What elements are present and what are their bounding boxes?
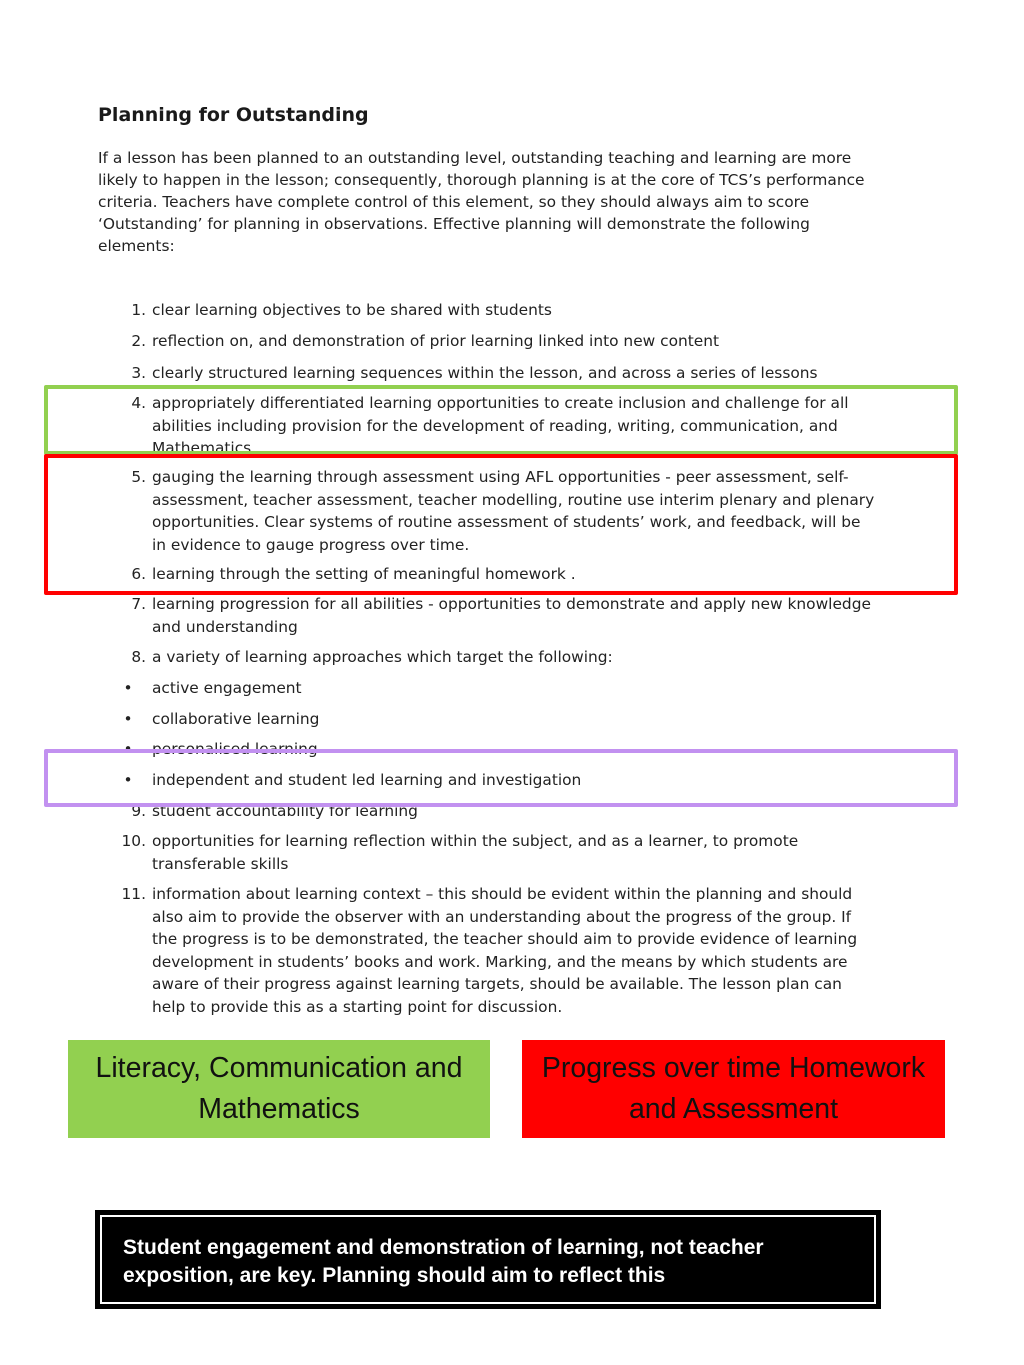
purple-highlight-box	[44, 749, 958, 807]
progress-label-text: Progress over time Homework and Assessment	[541, 1052, 926, 1125]
list-item-text: student accountability for learning	[152, 802, 418, 820]
list-marker: 11.	[121, 885, 146, 903]
list-marker: 2.	[131, 332, 146, 350]
list-item-text: clearly structured learning sequences within the lesson, and across a series of lessons	[152, 364, 818, 382]
green-highlight-box	[44, 385, 958, 455]
list-marker: 6.	[131, 565, 146, 583]
list-item-text: learning through the setting of meaningful homework .	[152, 565, 576, 583]
list-item	[98, 362, 878, 385]
bullet-item-text: independent and student led learning and investigation	[152, 771, 582, 789]
list-marker: 5.	[131, 468, 146, 486]
bullet-marker: •	[123, 771, 133, 789]
list-marker: 1.	[131, 301, 146, 319]
literacy-label-text: Literacy, Communication and Mathematics	[95, 1052, 463, 1125]
list-item-text: appropriately differentiated learning opportunities to create inclusion and challenge for all abilities including provision for the development of reading, writing, communication, and Mathematics.	[152, 394, 849, 457]
key-message-text: Student engagement and demonstration of learning, not teacher exposition, are key. Planning should aim to reflect this	[100, 1215, 876, 1304]
intro-paragraph: If a lesson has been planned to an outstanding level, outstanding teaching and learning are more likely to happen in the lesson; consequently, thorough planning is at the core of TCS’s performance criteria. Teachers have complete control of this element, so they should always aim to score ‘Outstanding’ for planning in observations. Effective planning will demonstrate the following elements:	[98, 149, 865, 255]
list-item-text: learning progression for all abilities - opportunities to demonstrate and apply new knowledge and understanding	[152, 595, 871, 636]
list-item	[98, 830, 878, 875]
list-marker: 3.	[131, 364, 146, 382]
document-heading: Planning for Outstanding	[98, 104, 369, 126]
bullet-item	[98, 677, 878, 700]
list-marker: 10.	[121, 832, 146, 850]
list-marker: 8.	[131, 648, 146, 666]
bullet-item-text: personalised learning	[152, 740, 318, 758]
bullet-marker: •	[123, 679, 133, 697]
red-highlight-box	[44, 454, 958, 595]
bullet-item-text: active engagement	[152, 679, 302, 697]
list-marker: 4.	[131, 394, 146, 412]
list-item	[98, 593, 878, 638]
bullet-item-text: collaborative learning	[152, 710, 320, 728]
progress-label-box	[522, 1040, 945, 1138]
list-item-text: reflection on, and demonstration of prior learning linked into new content	[152, 332, 720, 350]
list-item	[98, 330, 878, 353]
key-message-box	[95, 1210, 881, 1309]
bullet-marker: •	[123, 740, 133, 758]
list-item-text: gauging the learning through assessment using AFL opportunities - peer assessment, self-assessment, teacher assessment, teacher modelling, routine use interim plenary and plenary opportunities. Clear systems of routine assessment of students’ work, and feedback, will be in evidence to gauge progress over time.	[152, 468, 875, 554]
list-item	[98, 646, 878, 669]
bullet-item	[98, 708, 878, 731]
list-item-text: opportunities for learning reflection within the subject, and as a learner, to promote transferable skills	[152, 832, 799, 873]
bullet-marker: •	[123, 710, 133, 728]
literacy-label-box	[68, 1040, 490, 1138]
list-item	[98, 883, 878, 1018]
list-marker: 7.	[131, 595, 146, 613]
list-item-text: information about learning context – this should be evident within the planning and should also aim to provide the observer with an understanding about the progress of the group. If the progress is to be demonstrated, the teacher should aim to provide evidence of learning development in students’ books and work. Marking, and the means by which students are aware of their progress against learning targets, should be available. The lesson plan can help to provide this as a starting point for discussion.	[152, 885, 858, 1016]
list-item	[98, 299, 878, 322]
list-item-text: clear learning objectives to be shared with students	[152, 301, 552, 319]
list-marker: 9.	[131, 802, 146, 820]
list-item-text: a variety of learning approaches which target the following:	[152, 648, 613, 666]
